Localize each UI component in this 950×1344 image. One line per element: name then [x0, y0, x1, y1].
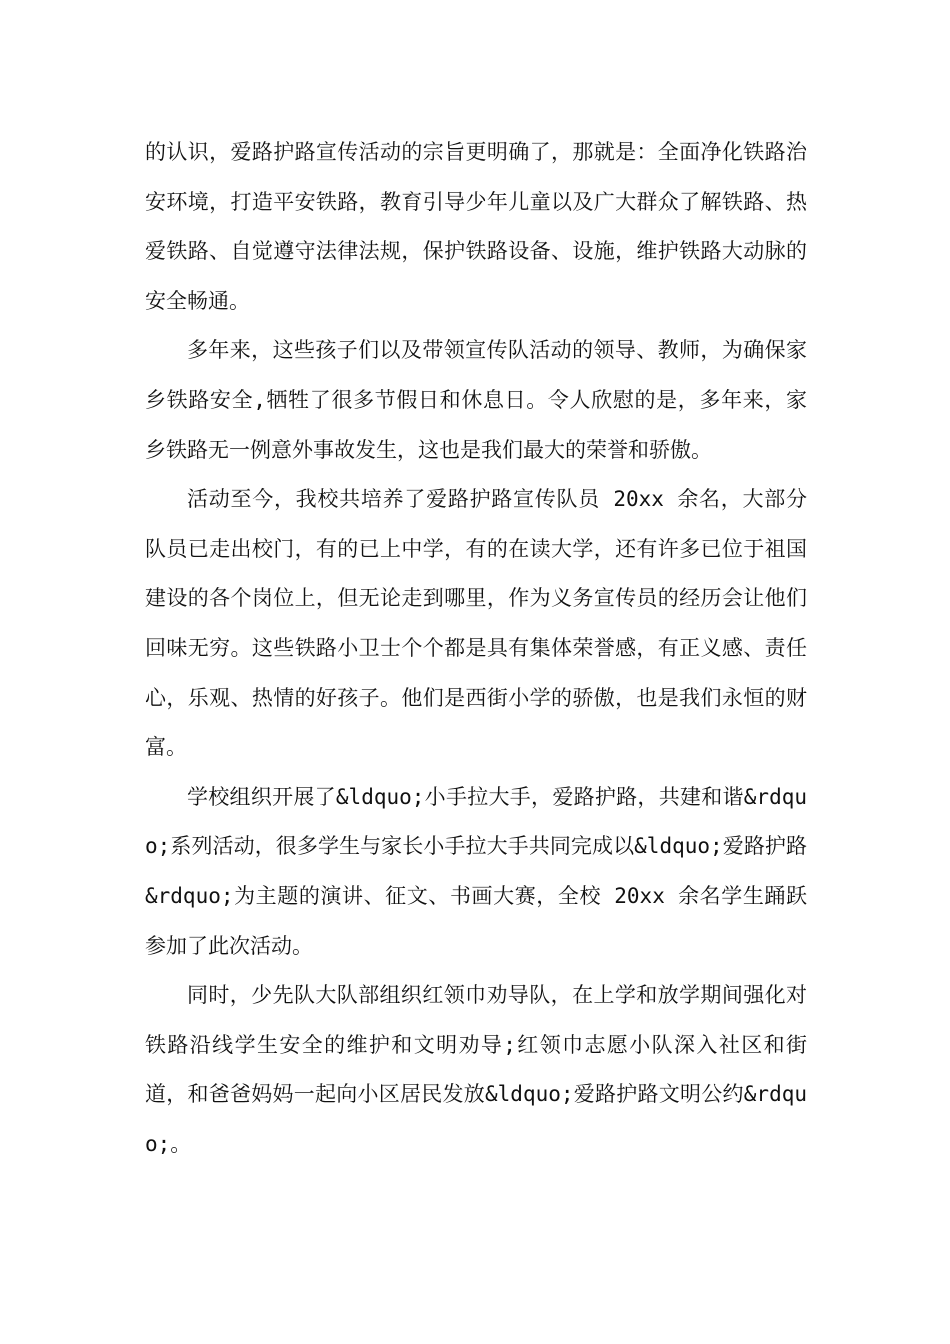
paragraph: 多年来，这些孩子们以及带领宣传队活动的领导、教师，为确保家乡铁路安全,牺牲了很多节假日和休息日。令人欣慰的是，多年来，家乡铁路无一例意外事故发生，这也是我们最大的荣誉和骄傲。 [145, 338, 807, 462]
paragraph: 活动至今，我校共培养了爱路护路宣传队员 20xx 余名，大部分队员已走出校门，有的已上中学，有的在读大学，还有许多已位于祖国建设的各个岗位上，但无论走到哪里，作为义务宣传员的经历会让他们回味无穷。这些铁路小卫士个个都是具有集体荣誉感，有正义感、责任心，乐观、热情的好孩子。他们是西街小学的骄傲，也是我们永恒的财富。 [145, 487, 807, 760]
paragraph: 同时，少先队大队部组织红领巾劝导队，在上学和放学期间强化对铁路沿线学生安全的维护和文明劝导;红领巾志愿小队深入社区和街道，和爸爸妈妈一起向小区居民发放&ldquo;爱路护路文明公约&rdquo;。 [145, 983, 807, 1156]
paragraph: 的认识，爱路护路宣传活动的宗旨更明确了，那就是：全面净化铁路治安环境，打造平安铁路，教育引导少年儿童以及广大群众了解铁路、热爱铁路、自觉遵守法律法规，保护铁路设备、设施，维护铁路大动脉的安全畅通。 [145, 140, 807, 313]
document-body [145, 128, 807, 1169]
paragraph: 学校组织开展了&ldquo;小手拉大手，爱路护路，共建和谐&rdquo;系列活动，很多学生与家长小手拉大手共同完成以&ldquo;爱路护路&rdquo;为主题的演讲、征文、书画大赛，全校 20xx 余名学生踊跃参加了此次活动。 [145, 784, 807, 958]
